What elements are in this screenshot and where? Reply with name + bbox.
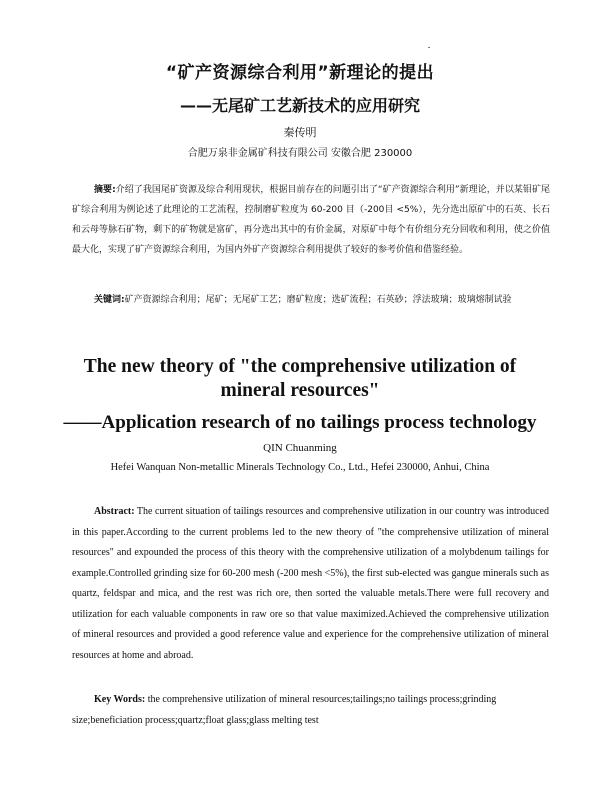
chinese-keywords-label: 关键词:	[94, 295, 125, 305]
english-title-line1: The new theory of "the comprehensive utilization of	[83, 356, 517, 377]
scan-speck	[428, 47, 430, 48]
english-keywords-label: Key Words:	[94, 694, 146, 705]
english-subtitle: ——Application research of no tailings process technology	[63, 412, 537, 433]
chinese-abstract	[72, 180, 550, 260]
english-author: QIN Chuanming	[263, 442, 337, 454]
chinese-subtitle: ——无尾矿工艺新技术的应用研究	[179, 96, 420, 115]
english-keywords-text: the comprehensive utilization of mineral resources;tailings;no tailings process;grinding size;beneficiation process;quartz;float glass;glass melting test	[72, 694, 497, 726]
english-affiliation: Hefei Wanquan Non-metallic Minerals Technology Co., Ltd., Hefei 230000, Anhui, China	[110, 462, 490, 473]
chinese-author: 秦传明	[283, 126, 317, 139]
chinese-keywords	[72, 290, 550, 310]
english-abstract	[72, 502, 549, 666]
english-abstract-text: The current situation of tailings resources and comprehensive utilization in our country was introduced in this paper.According to the current problems led to the new theory of "the comprehensive utilization of mineral resources" and expounded the process of this theory with the comprehensive utilization of a molybdenum tailings for example.Controlled grinding size for 60-200 mesh (-200 mesh <5%), the first sub-elected was gangue minerals such as quartz, feldspar and mica, and the rest was rich ore, then sorted the valuable metals.There were full recovery and utilization for each valuable components in raw ore so that value maximized.Achieved the comprehensive utilization of mineral resources and provided a good reference value and experience for the comprehensive utilization of mineral resources at home and abroad.	[72, 506, 549, 661]
english-keywords	[72, 690, 549, 731]
english-abstract-label: Abstract:	[94, 506, 135, 517]
chinese-keywords-text: 矿产资源综合利用；尾矿；无尾矿工艺；磨矿粒度；选矿流程；石英砂；浮法玻璃；玻璃熔制试验	[124, 295, 512, 305]
chinese-abstract-label: 摘要:	[94, 185, 116, 195]
english-title-line2: mineral resources"	[220, 380, 380, 401]
chinese-title: “矿产资源综合利用”新理论的提出	[165, 63, 435, 83]
chinese-abstract-text: 介绍了我国尾矿资源及综合利用现状，根据目前存在的问题引出了“矿产资源综合利用”新理论，并以某钼矿尾矿综合利用为例论述了此理论的工艺流程，控制磨矿粒度为 60-200 目（-200目 <5%），先分选出原矿中的石英、长石和云母等脉石矿物，剩下的矿物就是富矿，再分选出其中的有价金属，对原矿中每个有价组分充分回收和利用，使之价值最大化，实现了矿产资源综合利用，为国内外矿产资源综合利用提供了较好的参考价值和借鉴经验。	[72, 185, 550, 255]
chinese-affiliation: 合肥万泉非金属矿科技有限公司 安徽合肥 230000	[187, 148, 413, 159]
